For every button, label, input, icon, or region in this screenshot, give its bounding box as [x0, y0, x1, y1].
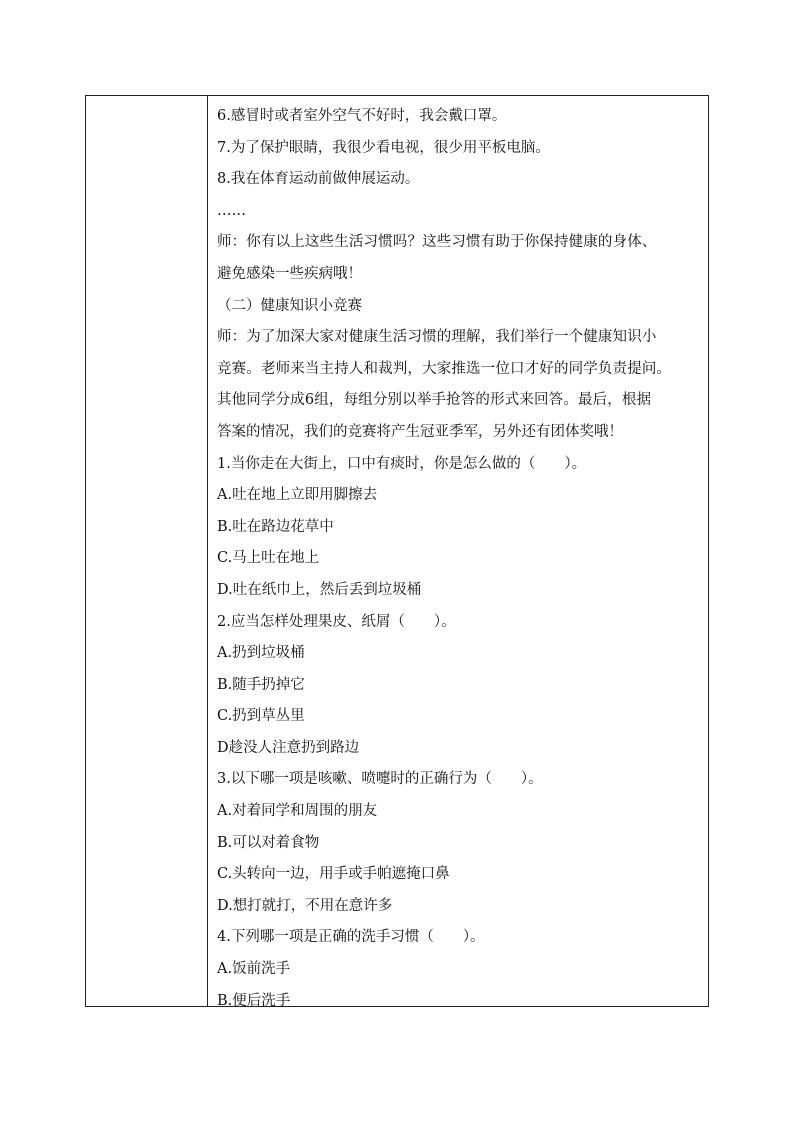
option-line: C.头转向一边，用手或手帕遮掩口鼻 [217, 866, 450, 883]
text-line: 避免感染一些疾病哦！ [217, 265, 362, 282]
question-line: 1.当你走在大街上，口中有痰时，你是怎么做的（ ）。 [217, 455, 587, 472]
text-line: 答案的情况，我们的竞赛将产生冠亚季军，另外还有团体奖哦！ [217, 423, 623, 440]
question-line: 2.应当怎样处理果皮、纸屑（ ）。 [217, 613, 456, 630]
table-left-cell [86, 96, 208, 1006]
section-heading: （二）健康知识小竞赛 [217, 297, 362, 314]
text-line: 师：你有以上这些生活习惯吗？这些习惯有助于你保持健康的身体、 [217, 234, 657, 251]
option-line: A.扔到垃圾桶 [217, 645, 305, 662]
text-line: 6.感冒时或者室外空气不好时，我会戴口罩。 [217, 108, 507, 124]
table-content-cell [208, 96, 708, 1009]
option-line: A.对着同学和周围的朋友 [217, 803, 378, 820]
option-line: A.饭前洗手 [217, 961, 291, 978]
text-line: 7.为了保护眼睛，我很少看电视，很少用平板电脑。 [217, 139, 550, 156]
option-line: B.吐在路边花草中 [217, 518, 334, 535]
lesson-table [85, 95, 709, 1007]
text-line: 其他同学分成6组，每组分别以举手抢答的形式来回答。最后，根据 [217, 392, 652, 409]
option-line: D.吐在纸巾上，然后丢到垃圾桶 [217, 581, 422, 598]
text-line: 竞赛。老师来当主持人和裁判，大家推选一位口才好的同学负责提问。 [217, 360, 672, 377]
option-line: C.扔到草丛里 [217, 708, 305, 725]
option-line: C.马上吐在地上 [217, 550, 320, 567]
option-line: D.想打就打，不用在意许多 [217, 897, 393, 914]
option-line: B.便后洗手 [217, 992, 291, 1009]
text-line: 8.我在体育运动前做伸展运动。 [217, 171, 420, 188]
option-line: D趁没人注意扔到路边 [217, 739, 360, 756]
option-line: A.吐在地上立即用脚擦去 [217, 487, 378, 504]
question-line: 4.下列哪一项是正确的洗手习惯（ ）。 [217, 929, 485, 946]
text-line: 师：为了加深大家对健康生活习惯的理解，我们举行一个健康知识小 [217, 329, 657, 346]
option-line: B.随手扔掉它 [217, 676, 305, 693]
question-line: 3.以下哪一项是咳嗽、喷嚏时的正确行为（ ）。 [217, 771, 543, 788]
text-line: …… [217, 202, 246, 219]
option-line: B.可以对着食物 [217, 834, 320, 851]
